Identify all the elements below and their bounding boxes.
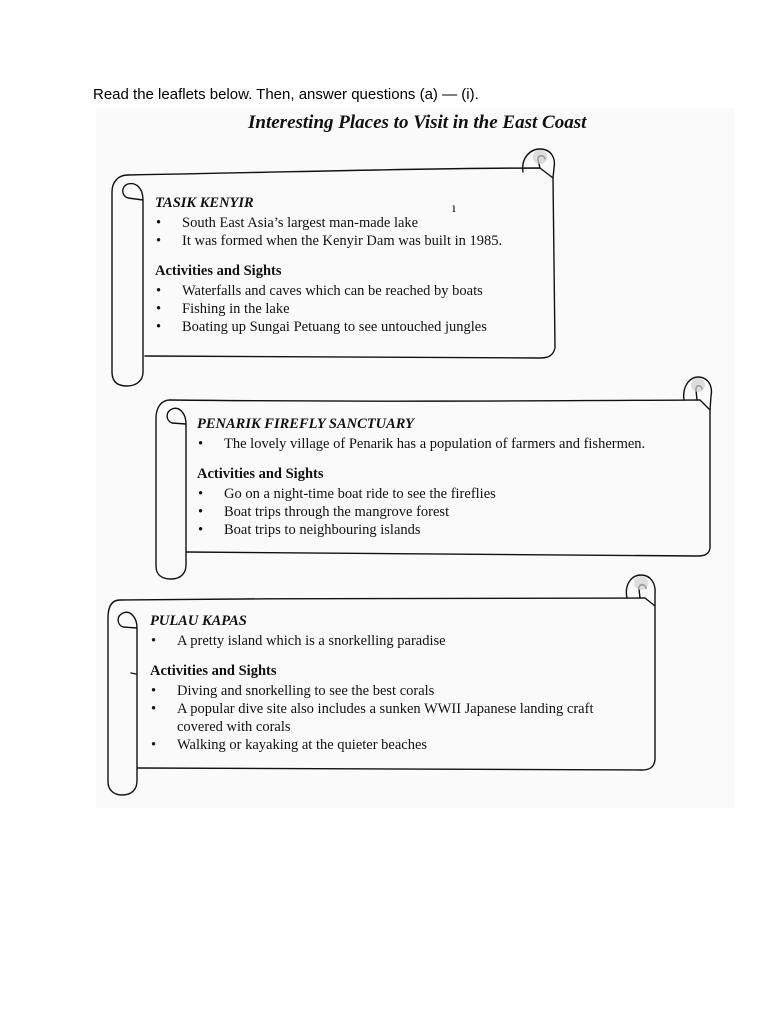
place-name: PENARIK FIREFLY SANCTUARY xyxy=(197,416,415,432)
list-item: • South East Asia’s largest man-made lake xyxy=(156,215,419,231)
activities-list xyxy=(197,485,702,539)
leaflet-tasik-kenyir xyxy=(155,194,550,336)
bullet-icon: • xyxy=(198,504,204,520)
facts-list xyxy=(197,435,702,453)
leaflet-penarik-firefly-sanctuary xyxy=(197,415,702,539)
list-item: • A pretty island which is a snorkelling paradise xyxy=(151,633,446,649)
bullet-icon: • xyxy=(156,233,162,249)
list-item: • It was formed when the Kenyir Dam was built in 1985. xyxy=(156,233,503,249)
activities-list xyxy=(150,682,640,754)
bullet-icon: • xyxy=(151,701,157,717)
leaflet-pulau-kapas xyxy=(150,612,640,754)
bullet-icon: • xyxy=(151,683,157,699)
bullet-icon: • xyxy=(156,215,162,231)
bullet-icon: • xyxy=(198,486,204,502)
scan-mark: ı xyxy=(452,201,456,216)
instruction-text: Read the leaflets below. Then, answer questions (a) — (i). xyxy=(93,86,479,103)
activities-heading: Activities and Sights xyxy=(197,466,324,482)
list-item: • Boat trips through the mangrove forest xyxy=(198,504,450,520)
list-item: • A popular dive site also includes a sunken WWII Japanese landing craft covered with corals xyxy=(151,701,594,735)
bullet-icon: • xyxy=(156,319,162,335)
facts-list xyxy=(155,214,550,250)
bullet-icon: • xyxy=(198,522,204,538)
leaflet-title: Interesting Places to Visit in the East Coast xyxy=(248,112,587,133)
list-item: • Boat trips to neighbouring islands xyxy=(198,522,421,538)
activities-list xyxy=(155,282,550,336)
place-name: TASIK KENYIR xyxy=(155,195,254,211)
list-item: • Boating up Sungai Petuang to see untouched jungles xyxy=(156,319,487,335)
list-item: • Fishing in the lake xyxy=(156,301,290,317)
bullet-icon: • xyxy=(156,283,162,299)
facts-list xyxy=(150,632,640,650)
list-item: • Walking or kayaking at the quieter beaches xyxy=(151,737,428,753)
list-item: • Go on a night-time boat ride to see the fireflies xyxy=(198,486,496,502)
bullet-icon: • xyxy=(151,737,157,753)
activities-heading: Activities and Sights xyxy=(150,663,277,679)
list-item: • The lovely village of Penarik has a population of farmers and fishermen. xyxy=(198,436,646,452)
list-item: • Diving and snorkelling to see the best corals xyxy=(151,683,435,699)
list-item: • Waterfalls and caves which can be reached by boats xyxy=(156,283,483,299)
place-name: PULAU KAPAS xyxy=(150,613,247,629)
bullet-icon: • xyxy=(151,633,157,649)
bullet-icon: • xyxy=(156,301,162,317)
activities-heading: Activities and Sights xyxy=(155,263,282,279)
bullet-icon: • xyxy=(198,436,204,452)
